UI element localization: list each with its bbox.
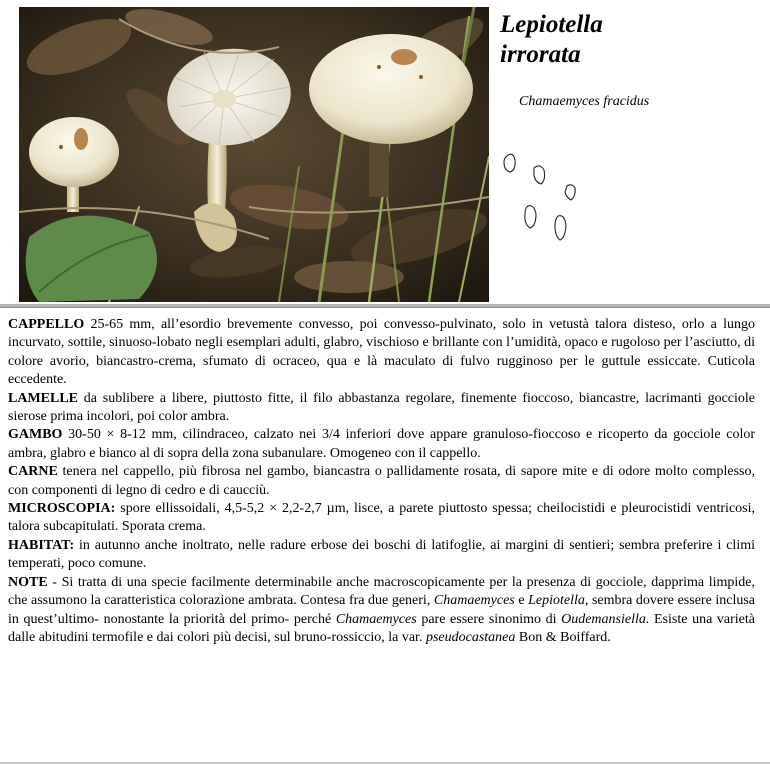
- spore-2: [534, 166, 545, 184]
- species-title: [500, 10, 760, 70]
- section-divider: [0, 304, 770, 308]
- title-genus: Lepiotella: [500, 11, 603, 38]
- section-body: in autunno anche inoltrato, nelle radure erbose dei boschi di latifoglie, ai margini di sentieri; sembra preferire i climi temperati, poco comune.: [8, 537, 755, 572]
- section-label: HABITAT:: [8, 537, 75, 553]
- section-habitat: [8, 537, 755, 574]
- section-body: spore ellissoidali, 4,5-5,2 × 2,2-2,7 µm, lisce, a parete piuttosto spessa; cheilocistidi e pleurocistidi ventricosi, talora subcapitulati. Sporata crema.: [8, 501, 756, 535]
- section-body: 25-65 mm, all’esordio brevemente convesso, poi convesso-pulvinato, solo in vetustà talora disteso, orlo a lungo incurvato, sottile, sinuoso-lobato negli esemplari adulti, glabro, vischioso e brillante con l’umidità, opaco e rugoloso per l’asciutto, di colore avorio, biancastro-crema, sfumato di ocraceo, qua e là maculato di fulvo rugginoso per le guttule essiccate. Cuticola eccedente.: [8, 317, 756, 388]
- section-body: da sublibere a libere, piuttosto fitte, il filo abbastanza regolare, finemente fioccoso, biancastre, lacrimanti gocciole sierose prima incolori, poi color ambra.: [8, 390, 756, 425]
- section-body: 30-50 × 8-12 mm, cilindraceo, calzato nei 3/4 inferiori dove appare granuloso-fioccoso e ricoperto da gocciole color ambra, glabro e bianco al di sopra della zona subanulare. Omogeneo con il cappello.: [8, 427, 755, 461]
- section-gambo: [8, 426, 755, 463]
- spore-5: [555, 216, 566, 240]
- description-text: [8, 316, 755, 647]
- spore-illustration: [498, 148, 588, 248]
- spore-4: [525, 206, 536, 228]
- green-leaf: [26, 216, 157, 302]
- spore-3: [565, 185, 575, 200]
- section-label: LAMELLE: [8, 390, 79, 406]
- section-label: GAMBO: [8, 427, 63, 443]
- mushroom-photo: [19, 7, 489, 302]
- section-label: CAPPELLO: [8, 317, 85, 332]
- section-cappello: [8, 316, 755, 390]
- bottom-divider: [0, 762, 770, 764]
- section-note: NOTE - Si tratta di una specie facilmente determinabile anche macroscopicamente per la presenza di gocciole, dapprima limpide, che assumono la caratteristica colorazione ambrata. Contesa fra due generi, Chamaemyces e Lepiotella, sembra dovere essere inclusa in quest’ultimo- nonostante la priorità del primo- perché Chamaemyces pare essere sinonimo di Oudemansiella. Esiste una varietà dalle abitudini termofile e dai colori più decisi, sul bruno-rossiccio, la var. pseudocastanea Bon & Boiffard.: [8, 574, 755, 645]
- section-carne: [8, 463, 755, 500]
- species-synonym: Chamaemyces fracidus: [519, 94, 650, 109]
- section-label: CARNE: [8, 464, 58, 480]
- title-species: irrorata: [500, 41, 581, 68]
- section-label: MICROSCOPIA:: [8, 501, 116, 517]
- section-label: NOTE: [8, 574, 48, 590]
- spore-1: [504, 154, 515, 172]
- section-microscopia: [8, 500, 755, 537]
- section-lamelle: [8, 390, 755, 427]
- section-body: tenera nel cappello, più fibrosa nel gambo, biancastra o pallidamente rosata, di sapore mite e di odore molto complesso, con componenti di legno di cedro e di caucciù.: [8, 464, 756, 498]
